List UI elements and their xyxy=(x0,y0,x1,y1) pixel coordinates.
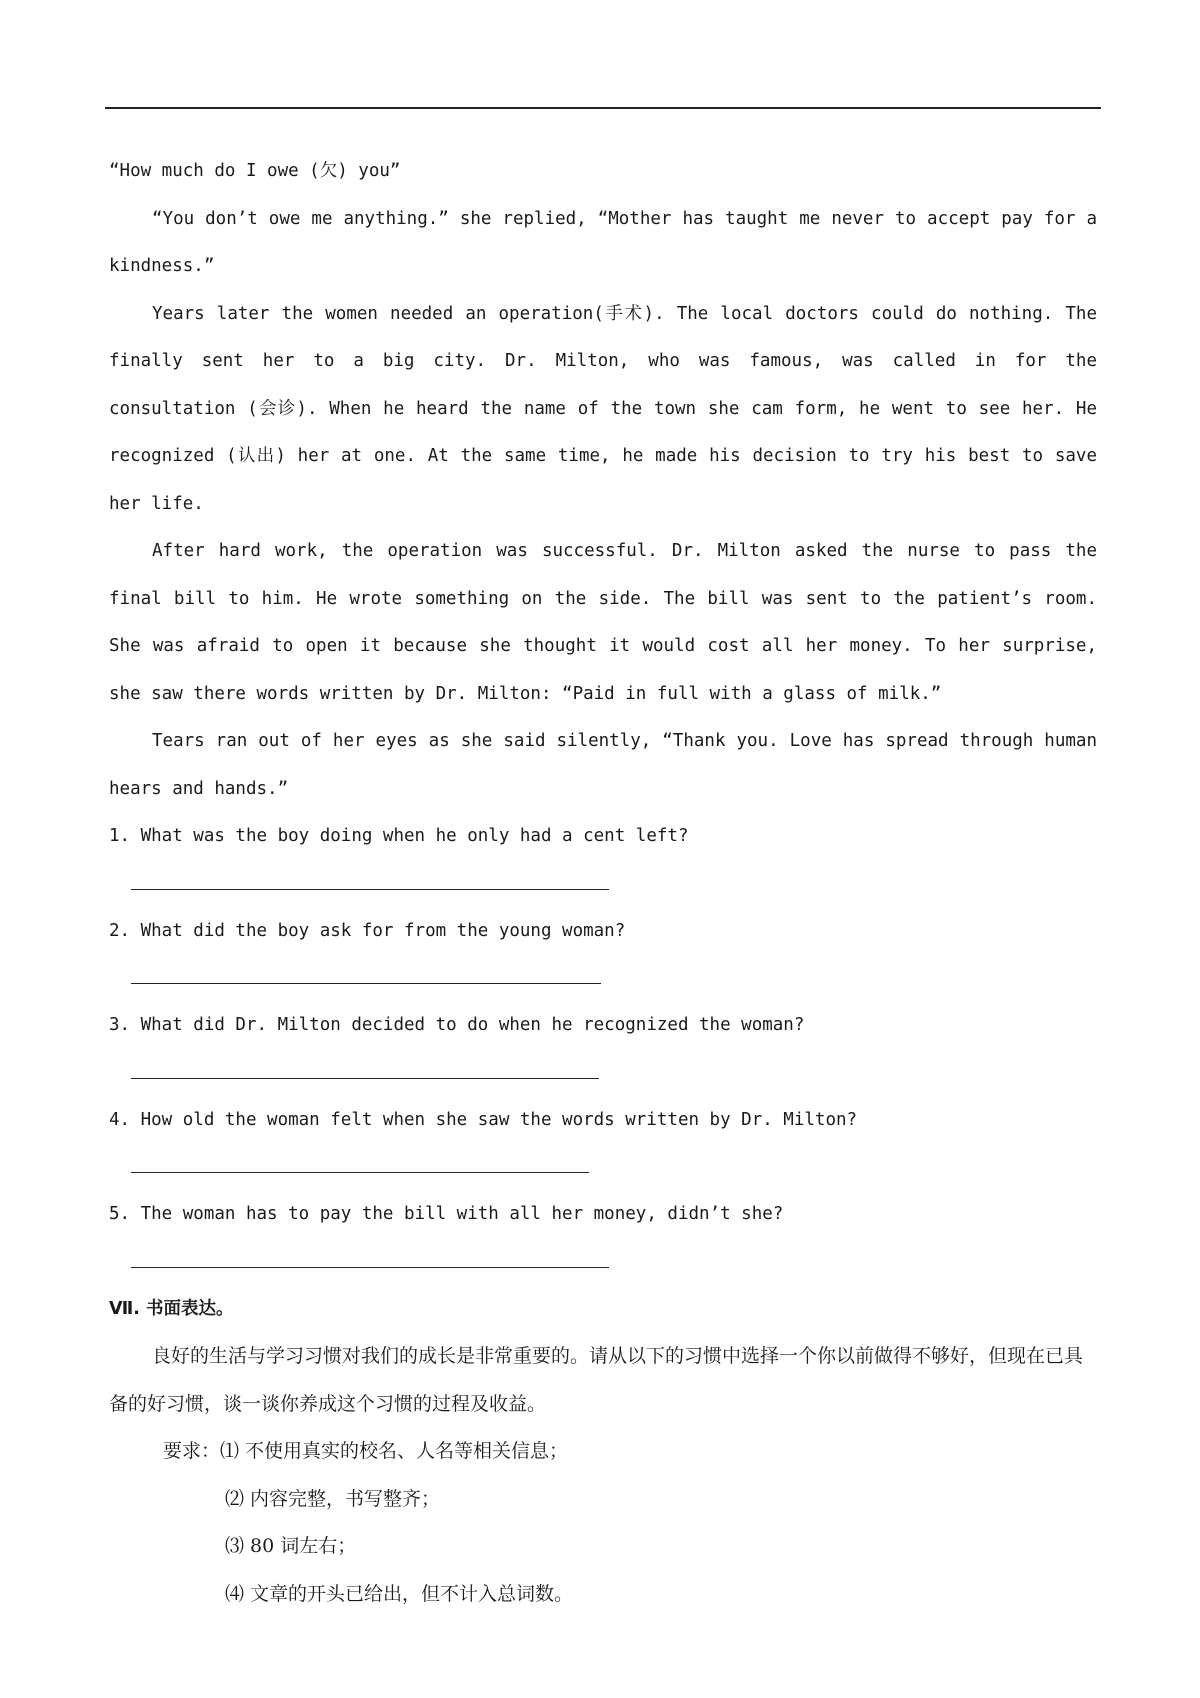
header-rule xyxy=(105,107,1101,109)
requirement-1: 要求：⑴ 不使用真实的校名、人名等相关信息； xyxy=(163,1440,569,1462)
writing-intro: 良好的生活与学习习惯对我们的成长是非常重要的。请从以下的习惯中选择一个你以前做得不够好，但现在已具备的好习惯，谈一谈你养成这个习惯的过程及收益。 xyxy=(109,1345,1084,1415)
passage-paragraph-3: Years later the women needed an operation(手术). The local doctors could do nothing. The finally sent her to a big city. Dr. Milton, who was famous, was called in for the consultation (会诊). When he heard the name of the town she cam form, he went to see her. He recognized (认出) her at one. At the same time, he made his decision to try his best to save her life. xyxy=(109,303,1097,514)
answer-line-1[interactable] xyxy=(109,861,1097,908)
question-5: 5. The woman has to pay the bill with all her money, didn’t she? xyxy=(109,1204,784,1224)
page-content xyxy=(109,148,1097,1618)
requirement-3: ⑶ 80 词左右； xyxy=(225,1535,357,1557)
passage-paragraph-5: Tears ran out of her eyes as she said silently, “Thank you. Love has spread through human hears and hands.” xyxy=(109,731,1097,799)
answer-line-4[interactable] xyxy=(109,1144,1097,1191)
question-4: 4. How old the woman felt when she saw the words written by Dr. Milton? xyxy=(109,1109,858,1130)
passage-paragraph-4: After hard work, the operation was successful. Dr. Milton asked the nurse to pass the final bill to him. He wrote something on the side. The bill was sent to the patient’s room. She was afraid to open it because she thought it would cost all her money. To her surprise, she saw there words written by Dr. Milton: “Paid in full with a glass of milk.” xyxy=(109,541,1097,704)
passage-paragraph-1: “How much do I owe (欠) you” xyxy=(109,161,401,181)
answer-line-5[interactable] xyxy=(109,1239,1097,1286)
question-1: 1. What was the boy doing when he only had a cent left? xyxy=(109,826,689,846)
question-3: 3. What did Dr. Milton decided to do when he recognized the woman? xyxy=(109,1015,805,1035)
requirement-4: ⑷ 文章的开头已给出，但不计入总词数。 xyxy=(225,1582,574,1605)
requirement-2: ⑵ 内容完整，书写整齐； xyxy=(225,1487,441,1510)
answer-line-3[interactable] xyxy=(109,1050,1097,1097)
writing-section-title: Ⅶ. 书面表达。 xyxy=(109,1298,234,1319)
answer-line-2[interactable] xyxy=(109,955,1097,1002)
passage-paragraph-2: “You don’t owe me anything.” she replied, “Mother has taught me never to accept pay for a kindness.” xyxy=(109,208,1097,276)
question-2: 2. What did the boy ask for from the young woman? xyxy=(109,920,626,941)
